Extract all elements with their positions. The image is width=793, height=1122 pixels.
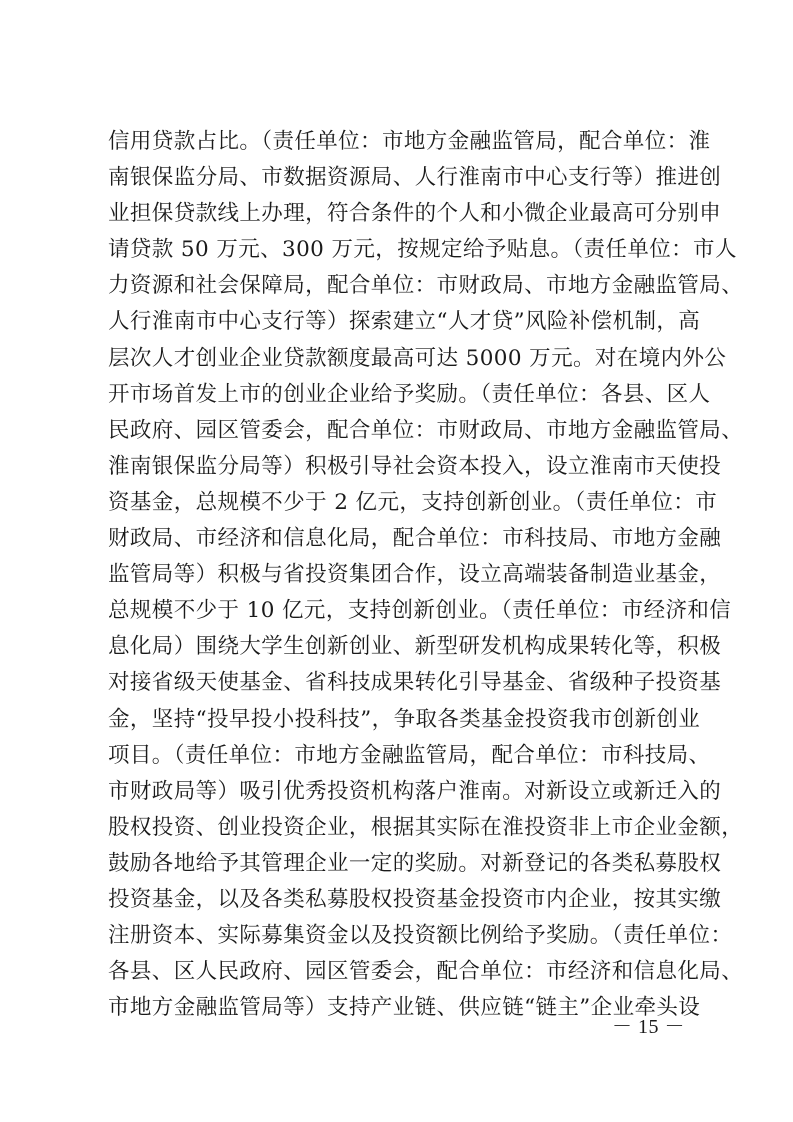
text-line: 注册资本、实际募集资金以及投资额比例给予奖励。（责任单位： xyxy=(108,923,733,949)
text-line: 业担保贷款线上办理，符合条件的个人和小微企业最高可分别申 xyxy=(108,201,722,227)
text-line: 股权投资、创业投资企业，根据其实际在淮投资非上市企业金额， xyxy=(108,814,744,840)
text-line: 鼓励各地给予其管理企业一定的奖励。对新登记的各类私募股权 xyxy=(108,850,722,876)
text-line: 开市场首发上市的创业企业给予奖励。（责任单位：各县、区人 xyxy=(108,381,711,407)
text-line: 金，坚持“投早投小投科技”，争取各类基金投资我市创新创业 xyxy=(108,706,701,732)
text-line: 监管局等）积极与省投资集团合作，设立高端装备制造业基金， xyxy=(108,562,722,588)
text-line: 总规模不少于 10 亿元，支持创新创业。（责任单位：市经济和信 xyxy=(108,598,732,624)
text-line: 民政府、园区管委会，配合单位：市财政局、市地方金融监管局、 xyxy=(108,417,744,443)
text-line: 各县、区人民政府、园区管委会，配合单位：市经济和信息化局、 xyxy=(108,959,744,985)
text-line: 力资源和社会保障局，配合单位：市财政局、市地方金融监管局、 xyxy=(108,273,744,299)
text-line: 信用贷款占比。（责任单位：市地方金融监管局，配合单位：淮 xyxy=(108,129,711,154)
text-line: 请贷款 50 万元、300 万元，按规定给予贴息。（责任单位：市人 xyxy=(108,237,737,263)
text-line: 市地方金融监管局等）支持产业链、供应链“链主”企业牵头设 xyxy=(108,995,701,1021)
text-line: 项目。（责任单位：市地方金融监管局，配合单位：市科技局、 xyxy=(108,742,711,768)
text-line: 南银保监分局、市数据资源局、人行淮南市中心支行等）推进创 xyxy=(108,165,722,191)
text-line: 市财政局等）吸引优秀投资机构落户淮南。对新设立或新迁入的 xyxy=(108,778,722,804)
text-line: 淮南银保监分局等）积极引导社会资本投入，设立淮南市天使投 xyxy=(108,453,722,479)
body-text xyxy=(108,124,744,1026)
text-line: 财政局、市经济和信息化局，配合单位：市科技局、市地方金融 xyxy=(108,526,722,552)
page-number: － 15 － xyxy=(612,1016,685,1038)
text-line: 资基金，总规模不少于 2 亿元，支持创新创业。（责任单位：市 xyxy=(108,489,718,515)
text-line: 投资基金，以及各类私募股权投资基金投资市内企业，按其实缴 xyxy=(108,886,722,912)
text-line: 层次人才创业企业贷款额度最高可达 5000 万元。对在境内外公 xyxy=(108,345,727,371)
text-line: 人行淮南市中心支行等）探索建立“人才贷”风险补偿机制，高 xyxy=(108,309,701,335)
text-line: 对接省级天使基金、省科技成果转化引导基金、省级种子投资基 xyxy=(108,670,722,696)
text-line: 息化局）围绕大学生创新创业、新型研发机构成果转化等，积极 xyxy=(108,634,722,660)
